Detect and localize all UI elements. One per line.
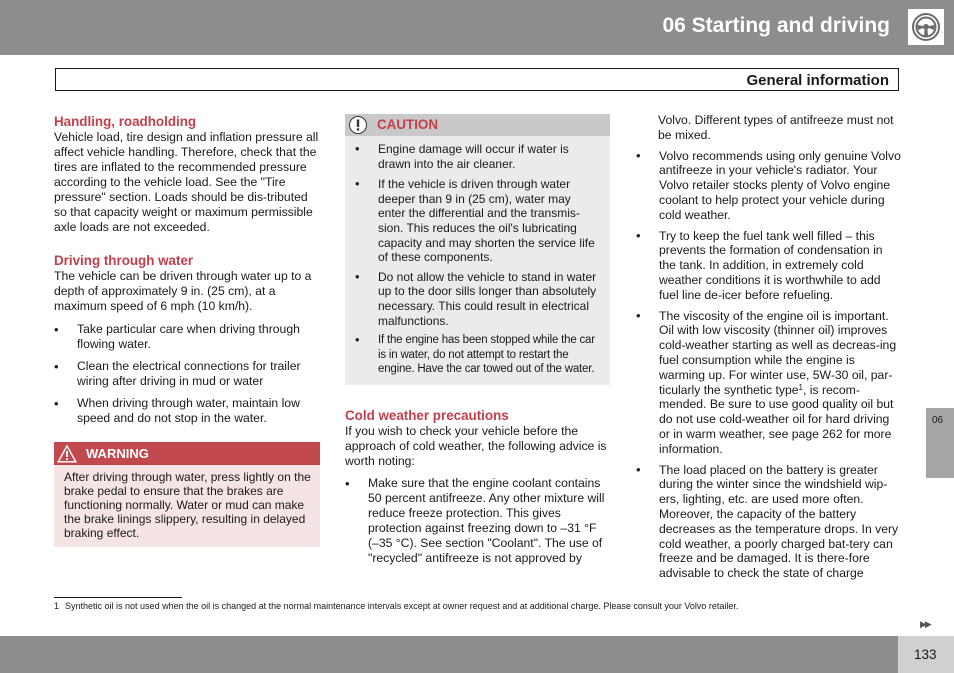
caution-label: CAUTION <box>377 117 438 132</box>
handling-heading: Handling, roadholding <box>54 114 197 129</box>
footnote-divider <box>54 597 182 598</box>
warning-triangle-icon <box>56 443 78 464</box>
continuation-text: Volvo. Different types of antifreeze must not be mixed. <box>658 113 894 142</box>
list-item: • Make sure that the engine coolant contains 50 percent antifreeze. Any other mixture will reduce freeze protection. This gives protection against freezing down to –31 °F (–35 °C). See section "Coolant". The use of "recycled" antifreeze is not approved by <box>345 476 610 566</box>
steering-wheel-icon <box>908 9 944 45</box>
section-header <box>55 68 899 91</box>
cold-weather-bullet-list <box>345 476 610 566</box>
list-item: • Volvo recommends using only genuine Volvo antifreeze in your vehicle's radiator. Your Volvo retailer stocks plenty of Volvo engine coolant to help protect your vehicle during cold weather. <box>636 149 902 223</box>
page-number: 133 <box>914 647 937 662</box>
right-bullet-list <box>636 149 902 581</box>
chapter-side-tab[interactable] <box>926 408 954 478</box>
left-column <box>54 113 320 547</box>
cold-weather-heading: Cold weather precautions <box>345 407 509 423</box>
list-item: • If the engine has been stopped while the car is in water, do not attempt to restart the engine. Have the car towed out of the water. <box>355 333 600 377</box>
list-item: • Take particular care when driving through flowing water. <box>54 322 320 352</box>
caution-box <box>345 114 610 385</box>
list-item: • Try to keep the fuel tank well filled – this prevents the formation of condensation in the tank. In addition, in extremely cold weather conditions it is worthwhile to add fuel line de-icer before refueling. <box>636 229 902 303</box>
chapter-title: 06 Starting and driving <box>662 14 890 37</box>
chapter-header <box>0 0 954 55</box>
warning-header <box>54 442 320 465</box>
caution-bullet-list <box>345 142 610 377</box>
water-bullet-list <box>54 322 320 426</box>
side-tab-label: 06 <box>932 415 944 426</box>
cold-weather-body: If you wish to check your vehicle before the approach of cold weather, the following advice is worth noting: <box>345 423 607 468</box>
water-heading: Driving through water <box>54 253 194 268</box>
list-item: • The load placed on the battery is greater during the winter since the windshield wip-ers, lighting, etc. are used more often. Moreover, the capacity of the battery decreases as the temperature drops. In very cold weather, a poorly charged bat-tery can freeze and be damaged. It is there-fore advisable to check the state of charge <box>636 463 902 581</box>
list-item: • Engine damage will occur if water is drawn into the air cleaner. <box>355 142 600 171</box>
footnote-text: Synthetic oil is not used when the oil is changed at the normal maintenance intervals except at owner request and at additional charge. Please consult your Volvo retailer. <box>65 601 739 611</box>
list-item: • Clean the electrical connections for trailer wiring after driving in mud or water <box>54 359 320 389</box>
footnote-marker: 1 <box>54 601 60 611</box>
footnote <box>54 601 738 612</box>
warning-label: WARNING <box>86 446 149 461</box>
oil-text-after: , is recom-mended. Be sure to use good quality oil but do not use cold-weather oil for hard driving or in warm weather, see page 262 for more information. <box>659 382 894 456</box>
handling-body: Vehicle load, tire design and inflation pressure all affect vehicle handling. Therefore, check that the tires are inflated to the recommended pressure according to the vehicle load. See the "Tire pressure" section. Loads should be dis-tributed so that capacity weight or maximum permissible axle loads are not exceeded. <box>54 130 319 234</box>
oil-text-before: The viscosity of the engine oil is important. Oil with low viscosity (thinner oil) improves cold-weather starting as well as decreas-ing fuel consumption while the engine is warming up. For winter use, 5W-30 oil, par-ticularly the synthetic type <box>659 308 897 397</box>
list-item: • When driving through water, maintain low speed and do not stop in the water. <box>54 396 320 426</box>
double-chevron-right-icon: ▶▶ <box>920 619 930 629</box>
right-column <box>636 113 902 581</box>
exclamation-icon <box>348 116 368 134</box>
middle-column <box>345 113 610 566</box>
water-body: The vehicle can be driven through water up to a depth of approximately 9 in. (25 cm), at a maximum speed of 6 mph (10 km/h). <box>54 269 312 313</box>
section-title: General information <box>746 72 889 89</box>
caution-header <box>345 114 610 136</box>
warning-box <box>54 442 320 547</box>
warning-text: After driving through water, press lightly on the brake pedal to ensure that the brakes are functioning normally. Water or mud can make the brake linings slippery, resulting in delayed braking effect. <box>64 470 311 540</box>
list-item <box>636 309 902 457</box>
page-number-box <box>898 636 954 673</box>
list-item: • Do not allow the vehicle to stand in water up to the door sills longer than absolutely necessary. This could result in electrical malfunctions. <box>355 270 600 328</box>
list-item: • If the vehicle is driven through water deeper than 9 in (25 cm), water may enter the differential and the transmis-sion. This reduces the oil's lubricating capacity and may shorten the service life of these components. <box>355 177 600 265</box>
page-footer <box>0 636 954 673</box>
footnote-reference: 1 <box>798 382 803 392</box>
